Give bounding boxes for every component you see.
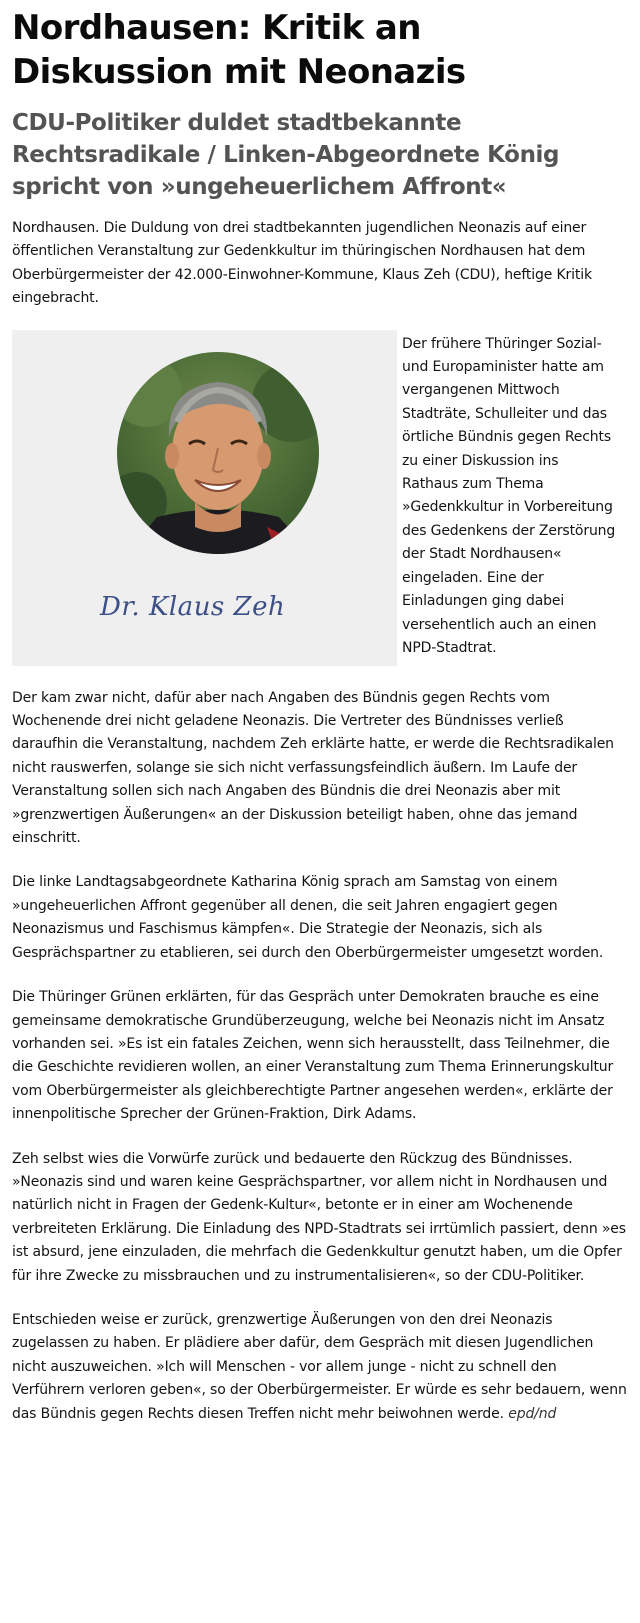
figure-row bbox=[12, 330, 628, 666]
body-paragraph-last bbox=[12, 1309, 628, 1426]
body-paragraph: Die linke Landtagsabgeordnete Katharina König sprach am Samstag von einem »ungeheuerlichen Affront gegenüber all denen, die seit Jahren engagiert gegen Neonazismus und Faschismus kämpfen«. Die Strategie der Neonazis, sich als Gesprächspartner zu etablieren, sei durch den Oberbürgermeister umgesetzt worden. bbox=[12, 874, 604, 961]
spacer bbox=[12, 1288, 628, 1309]
lead-paragraph: Nordhausen. Die Duldung von drei stadtbekannten jugendlichen Neonazis auf einer öffentlichen Veranstaltung zur Gedenkkultur im thüringischen Nordhausen hat dem Oberbürgermeister der 42.000-Einwohner-Kommune, Klaus Zeh (CDU), heftige Kritik eingebracht. bbox=[12, 220, 592, 307]
portrait-circle bbox=[117, 352, 319, 554]
spacer bbox=[12, 850, 628, 871]
side-paragraph: Der frühere Thüringer Sozial- und Europaminister hatte am vergangenen Mittwoch Stadträte, Schulleiter und das örtliche Bündnis gegen Rechts zu einer Diskussion ins Rathaus zum Thema »Gedenkkultur in Vorbereitung des Gedenkens der Zerstörung der Stadt Nordhausen« eingeladen. Eine der Einladungen ging dabei versehentlich auch an einen NPD-Stadtrat. bbox=[402, 335, 616, 656]
body-paragraph: Zeh selbst wies die Vorwürfe zurück und bedauerte den Rückzug des Bündnisses. »Neonazis sind und waren keine Gesprächspartner, vor allem nicht in Nordhausen und natürlich nicht in Fragen der Gedenk-Kultur«, betonte er in einer am Wochenende verbreiteten Erklärung. Die Einladung des NPD-Stadtrats sei irrtümlich passiert, denn »es ist absurd, jene einzuladen, die mehrfach die Gedenkkultur genutzt haben, um die Opfer für ihre Zwecke zu missbrauchen und zu instrumentalisieren«, so der CDU-Politiker. bbox=[12, 1150, 626, 1284]
author-credit: epd/nd bbox=[508, 1405, 557, 1422]
subheadline: CDU-Politiker duldet stadtbekannte Rechtsradikale / Linken-Abgeordnete König spricht von »ungeheuerlichem Affront« bbox=[12, 110, 560, 200]
portrait-illustration bbox=[117, 352, 319, 554]
body-paragraph: Die Thüringer Grünen erklärten, für das Gespräch unter Demokraten brauche es eine gemeinsame demokratische Grundüberzeugung, welche bei Neonazis nicht im Ansatz vorhanden sei. »Es ist ein fatales Zeichen, wenn sich herausstellt, dass Teilnehmer, die die Geschichte revidieren wollen, an einer Veranstaltung zum Thema Erinnerungskultur vom Oberbürgermeister als gleichberechtigte Partner angesehen werden«, erklärte der innenpolitische Sprecher der Grünen-Fraktion, Dirk Adams. bbox=[12, 989, 614, 1123]
headline: Nordhausen: Kritik an Diskussion mit Neonazis bbox=[12, 8, 466, 92]
spacer bbox=[12, 666, 628, 687]
photo-signature: Dr. Klaus Zeh bbox=[100, 591, 286, 622]
portrait-photo bbox=[12, 330, 397, 666]
spacer bbox=[12, 1127, 628, 1148]
body-paragraph-text: Entschieden weise er zurück, grenzwertige Äußerungen von den drei Neonazis zugelassen zu haben. Er plädiere aber dafür, dem Gespräch mit diesen Jugendlichen nicht auszuweichen. »Ich will Menschen - vor allem junge - nicht zu schnell den Verführern verloren geben«, so der Oberbürgermeister. Er würde es sehr bedauern, wenn das Bündnis gegen Rechts diesen Treffen nicht mehr beiwohnen werde. bbox=[12, 1311, 627, 1422]
body-paragraph: Der kam zwar nicht, dafür aber nach Angaben des Bündnis gegen Rechts vom Wochenende drei nicht geladene Neonazis. Die Vertreter des Bündnisses verließ daraufhin die Veranstaltung, nachdem Zeh erklärte hatte, er werde die Rechtsradikalen nicht rauswerfen, solange sie sich nicht verfassungsfeindlich äußern. Im Laufe der Veranstaltung sollen sich nach Angaben des Bündnis die drei Neonazis aber mit »grenzwertigen Äußerungen« an der Diskussion beteiligt haben, ohne das jemand einschritt. bbox=[12, 689, 614, 847]
spacer bbox=[12, 965, 628, 986]
